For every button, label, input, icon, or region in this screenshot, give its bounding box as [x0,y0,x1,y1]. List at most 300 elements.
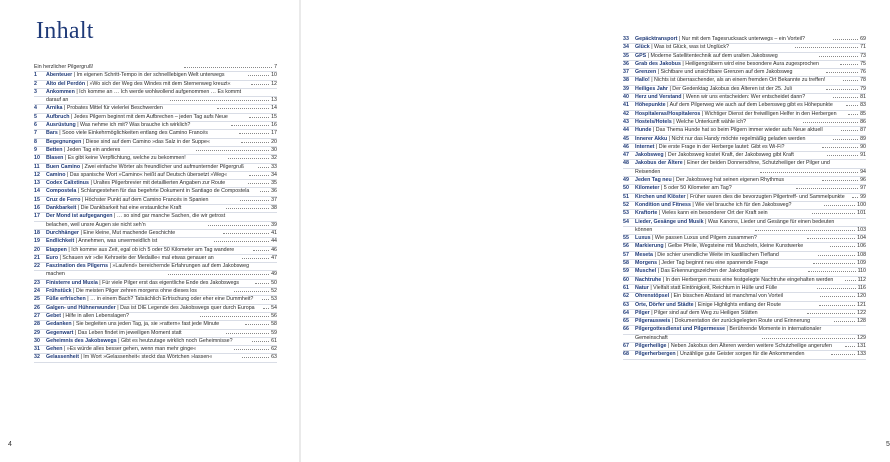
toc-entry [623,119,866,127]
toc-entry-page: 10 [271,72,277,79]
toc-entry-text [635,285,815,292]
toc-leader-dots [845,280,855,281]
toc-entry-text [635,119,801,126]
toc-entry [623,144,866,152]
toc-entry-keyword: Ohrenstöpsel [635,293,670,300]
toc-entry-page: 63 [271,354,278,361]
toc-entry-page: 87 [860,127,867,134]
toc-entry-text [46,338,250,345]
toc-entry-description: | Diese sind auf dem Camino »das Salz in der Suppe« [81,138,210,145]
toc-entry-number: 14 [34,188,40,195]
toc-entry-page: 59 [271,329,278,336]
toc-entry [34,205,277,213]
toc-entry [34,139,277,147]
toc-entry-keyword: Natur [635,284,649,291]
toc-entry-description: | 5 oder 50 Kilometer am Tag? [659,185,732,192]
toc-entry-description: | Vieles kann ein besonderer Ort der Kraft sein [657,210,768,217]
toc-entry-text [623,335,760,342]
toc-entry [34,164,277,172]
toc-entry-keyword: Euro [46,254,59,261]
toc-entry-text [46,72,246,79]
toc-entry-keyword: Codex Calixtinus [46,180,89,187]
toc-entry [34,263,277,271]
toc-entry [623,86,866,94]
toc-entry [623,318,866,326]
toc-entry [34,147,277,155]
toc-entry [623,285,866,293]
toc-entry-text [635,202,822,209]
toc-leader-dots [234,349,270,350]
toc-entry-text [635,343,843,350]
toc-entry-page: 110 [857,268,867,275]
toc-entry-number: 46 [623,143,629,150]
toc-entry-keyword: Pilgerausweis [635,318,671,325]
toc-entry [623,169,866,177]
toc-entry-number: 18 [34,229,40,236]
toc-entry-number: 49 [623,177,629,184]
toc-entry-number: 19 [34,238,40,245]
toc-entry-keyword: Gepäcktransport [635,36,678,42]
toc-entry-page: 103 [857,226,867,233]
toc-entry [34,280,277,288]
toc-entry-description: | Probates Mittel für vielerlei Beschwerden [62,105,163,112]
toc-entry-page: 71 [860,44,867,51]
toc-entry-text [635,268,806,275]
toc-entry-text [635,235,805,242]
toc-entry-page: 129 [857,334,866,341]
toc-entry-keyword: Grenzen [635,69,657,76]
toc-entry-number: 58 [623,260,629,267]
toc-entry-description: | Gelbe Pfeile, Wegsteine mit Muscheln, kleine Kunstwerke [663,243,804,250]
toc-entry-text [46,230,221,237]
toc-entry-number: 43 [623,118,629,125]
toc-entry-description: | Moderne Satellitentechnik auf dem uralten Jakobsweg [646,52,778,59]
toc-entry-description: | Die erste Frage in der Herberge lautet: Gibt es Wi-Fi? [654,143,785,150]
toc-leader-dots [208,225,269,226]
toc-entry-page: 122 [857,309,867,316]
toc-entry-keyword: Füße erfrischen [46,296,86,303]
toc-entry-number: 20 [34,246,40,253]
toc-entry-keyword: Internet [635,143,655,150]
toc-entry-keyword: Kirchen und Klöster [635,193,686,200]
toc-entry-number: 2 [34,80,37,87]
toc-entry-keyword: Gegenwart [46,329,74,336]
toc-entry-text [46,330,224,337]
toc-entry [623,69,866,77]
toc-entry-text [46,205,224,212]
toc-entry-number: 55 [623,235,629,242]
toc-entry-page: 91 [860,152,867,159]
toc-entry-number: 17 [34,213,40,220]
toc-entry-keyword: Lieder, Gesänge und Musik [635,218,704,225]
toc-entry-page: 99 [860,193,866,200]
toc-entry-description: | Welche Unterkunft wähle ich? [671,118,747,125]
toc-entry-description: | Wichtiger Dienst der freiwilligen Helfer in den Herbergen [700,110,837,117]
toc-entry-number: 7 [34,130,37,137]
toc-entry-text [46,81,249,88]
toc-entry-text [46,313,198,320]
toc-entry-page: 76 [860,69,866,76]
toc-entry-number: 13 [34,180,40,187]
toc-entry-text [46,122,229,129]
toc-entry [34,255,277,263]
toc-entry-text [635,102,844,109]
toc-entry-text [46,263,277,270]
toc-entry-text [635,210,810,217]
toc-entry-description: | Was Kanons, Lieder und Gesänge für einen bedeuten [703,218,835,225]
toc-entry-number: 61 [623,284,629,291]
toc-entry-number: 8 [34,138,37,145]
toc-entry-description: können [635,226,653,233]
toc-entry-text [46,238,212,245]
toc-entry-page: 34 [271,171,278,178]
toc-entry [623,293,866,301]
toc-entry [34,114,277,122]
toc-entry-keyword: Kilometer [635,185,660,192]
toc-entry-description: | Nicht nur das Handy möchte regelmäßig geladen werden [667,135,806,142]
toc-list-left [34,64,277,363]
toc-entry-description: | Das spanische Wort »Camino« heißt auf Deutsch übersetzt »Weg« [65,171,228,178]
toc-entry-description: | Ich komme aus Zeit, egal ob ich 5 oder 50 Kilometer am Tag wandere [66,246,235,253]
toc-entry-text [46,255,240,262]
toc-entry-page: 83 [860,102,867,109]
toc-entry-keyword: Geheimnis des Jakobswegs [46,337,117,344]
toc-entry-page: 109 [857,260,866,267]
toc-entry [623,160,866,168]
toc-entry-description: | Für viele Pilger erst das eigentliche Ende des Jakobswegs [97,279,240,286]
toc-entry-keyword: Begegnungen [46,138,82,145]
toc-leader-dots [833,97,858,98]
toc-entry-number: 50 [623,185,629,192]
toc-entry-keyword: Jeden Tag neu [635,177,672,184]
left-page [0,0,299,462]
toc-leader-dots [812,213,855,214]
toc-entry-number: 24 [34,288,40,295]
toc-entry-description: Ein herzlicher Pilgergruß! [34,64,94,70]
toc-entry-number: 29 [34,329,40,336]
toc-entry-text [635,86,824,93]
toc-entry-text [635,277,843,284]
toc-entry-text [46,180,246,187]
toc-entry-description: | Sooo viele Einkehrmöglichkeiten entlang des Camino Francés [57,130,208,137]
toc-entry-description: | Die meisten Pilger zehren morgens ohne dieses los [71,288,197,295]
toc-entry-text [635,77,841,84]
toc-entry-number: 47 [623,152,629,159]
toc-entry-number: 26 [34,304,40,311]
toc-entry [623,335,866,343]
toc-entry-description: | Der Gedenktag Jakobus des Älteren ist der 25. Juli [667,85,792,92]
toc-entry [623,268,866,276]
toc-leader-dots [852,197,858,198]
toc-entry-keyword: Höhepunkte [635,102,666,109]
toc-entry-page: 30 [271,146,277,153]
toc-entry-text [46,213,277,220]
toc-entry-number: 64 [623,309,629,316]
toc-entry-number: 36 [623,60,629,67]
toc-entry-number: 60 [623,276,629,283]
toc-entry-text [46,288,232,295]
toc-entry-keyword: Der Mond ist aufgegangen [46,213,113,220]
toc-entry-page: 41 [271,229,277,236]
toc-entry-number: 59 [623,268,629,275]
toc-entry-text [635,44,793,51]
toc-entry-page: 14 [271,105,278,112]
toc-leader-dots [813,263,855,264]
toc-leader-dots [795,47,859,48]
toc-leader-dots [226,333,269,334]
toc-entry [623,343,866,351]
toc-entry [623,227,866,235]
toc-entry-keyword: Buen Camino [46,163,81,170]
toc-entry-keyword: Faszination des Pilgerns [46,263,109,270]
toc-entry [34,321,277,329]
toc-leader-dots [824,205,855,206]
toc-entry-keyword: Jakobus der Ältere [635,160,683,167]
toc-entry-keyword: Hunde [635,127,652,134]
toc-entry-description: | Der Jakobsweg kostet Kraft, der Jakobsweg gibt Kraft [663,152,794,159]
toc-entry-page: 36 [271,188,277,195]
toc-entry-text [635,136,831,143]
toc-leader-dots [841,130,858,131]
toc-entry-keyword: Cruz de Ferro [46,196,81,203]
toc-entry-page: 38 [271,205,277,212]
toc-leader-dots [262,299,269,300]
toc-entry-page: 56 [271,312,278,319]
toc-entry-text [635,160,866,167]
toc-entry-number: 15 [34,196,40,203]
toc-leader-dots [245,324,269,325]
toc-entry-page: 16 [271,122,278,129]
toc-entry-description: Gemeinschaft [635,334,668,341]
toc-entry-page: 73 [860,52,866,59]
toc-entry-text [46,89,277,96]
toc-entry-text [46,114,247,121]
toc-entry-page: 75 [860,60,867,67]
toc-leader-dots [846,105,858,106]
toc-entry-number: 42 [623,110,629,117]
toc-entry-keyword: Durchhänger [46,229,79,236]
toc-entry [34,155,277,163]
toc-entry-description: | Jeden Tag ein anderes [62,146,121,153]
toc-entry [623,44,866,52]
toc-entry-text [46,197,238,204]
toc-leader-dots [200,316,269,317]
toc-entry [623,326,866,334]
toc-entry-number: 33 [623,36,629,42]
toc-entry-text [46,296,260,303]
toc-entry [34,230,277,238]
toc-entry-keyword: Frühstück [46,288,72,295]
toc-entry-description: | Hilfe in allen Lebenslagen? [61,312,129,319]
toc-entry-number: 3 [34,88,37,95]
toc-leader-dots [249,175,269,176]
toc-leader-dots [253,250,269,251]
toc-entry-page: 79 [860,85,866,92]
toc-entry-page: 33 [271,163,277,170]
toc-entry-description: | Das Erkennungszeichen der Jakobspilger [656,268,759,275]
toc-entry-text [635,243,828,250]
toc-entry [34,222,277,230]
toc-leader-dots [843,80,858,81]
toc-entry-number: 25 [34,296,40,303]
toc-entry-description: | Pilger sind auf dem Weg zu Heiligen Stätten [649,309,758,316]
toc-entry-number: 12 [34,171,40,178]
toc-entry-description: | Jedes Pilgern beginnt mit dem Aufbrechen – jeden Tag aufs Neue [69,113,228,120]
toc-entry-description: machen [46,271,65,278]
toc-entry [34,247,277,255]
toc-entry-page: 54 [271,304,278,311]
toc-leader-dots [826,72,858,73]
toc-leader-dots [822,180,858,181]
toc-entry-description: | Wie passen Luxus und Pilgern zusammen? [650,235,757,242]
toc-leader-dots [217,108,269,109]
toc-entry [34,180,277,188]
toc-entry-number: 30 [34,337,40,344]
toc-entry-number: 31 [34,346,40,353]
toc-leader-dots [830,246,855,247]
toc-entry-description: Reisenden [635,168,661,175]
toc-leader-dots [755,230,855,231]
toc-entry-keyword: Ankommen [46,88,75,95]
toc-entry-description: | Schauen wir »die Kehrseite der Medaille« mal etwas genauer an [58,254,214,261]
toc-entry [623,277,866,285]
toc-entry-keyword: Aufbruch [46,113,70,120]
toc-entry [34,238,277,246]
toc-entry-text [623,227,753,234]
toc-entry-text [46,321,243,328]
toc-entry-page: 7 [274,64,278,70]
toc-entry-keyword: Hospitaleras/Hospitaleros [635,110,701,117]
toc-entry-keyword: Alto del Perdón [46,80,86,87]
toc-leader-dots [252,341,269,342]
toc-entry-page: 120 [857,293,867,300]
toc-entry-description: | Gibt es heutzutage wirklich noch Geheimnisse? [116,337,233,344]
toc-leader-dots [239,133,269,134]
toc-entry-description: | Jeder Tag beginnt neu eine spannende Frage [657,260,769,267]
toc-entry-keyword: Heiliges Jahr [635,85,668,92]
toc-entry [34,213,277,221]
toc-entry-page: 46 [271,246,277,253]
toc-entry-text [635,53,817,60]
toc-entry-description: | Zwei einfache Wörter als freundlicher und aufmunternder Pilgergruß [80,163,245,170]
toc-entry-number: 53 [623,210,629,217]
toc-entry-keyword: Ausrüstung [46,122,76,129]
toc-entry-text [635,252,816,259]
toc-entry-page: 62 [271,346,278,353]
toc-leader-dots [242,357,269,358]
toc-leader-dots [848,114,858,115]
toc-entry-description: | Eine kleine, Mut machende Geschichte [78,229,176,236]
toc-entry-number: 5 [34,113,37,120]
toc-entry-text [635,144,820,151]
toc-entry-keyword: Dankbarkeit [46,205,77,212]
toc-entry-keyword: Nachtruhe [635,276,662,283]
toc-leader-dots [803,122,858,123]
toc-entry [34,354,277,362]
toc-entry-page: 13 [271,97,278,104]
toc-entry-description: | Das Thema Hunde hat so beim Pilgern immer wieder aufs Neue aktuell [651,127,823,134]
toc-entry-page: 49 [271,271,278,278]
toc-entry-description: | Sichtbare und unsichtbare Grenzen auf dem Jakobsweg [656,69,793,76]
toc-entry-number: 34 [623,44,629,51]
toc-entry-number: 38 [623,77,629,84]
toc-leader-dots [226,208,269,209]
toc-entry-text [635,61,838,68]
toc-entry-description: belachen, weil unsre Augen sie nicht seh'n [46,221,146,228]
toc-entry-description: | Wenn wir uns entscheiden: Wer entscheidet dann? [681,94,806,101]
toc-entry-text [635,194,850,201]
toc-leader-dots [833,139,858,140]
toc-entry-text [46,164,256,171]
toc-entry-keyword: Compostela [46,188,77,195]
toc-entry-text [34,271,166,278]
toc-entry-text [34,64,182,71]
toc-leader-dots [263,308,269,309]
toc-entry [34,105,277,113]
toc-entry-number: 23 [34,279,40,286]
toc-entry-number: 41 [623,102,629,109]
toc-entry [623,194,866,202]
toc-entry-number: 39 [623,85,629,92]
toc-entry-number: 44 [623,127,629,134]
toc-entry-text [635,293,818,300]
toc-entry-number: 1 [34,72,37,79]
toc-entry-keyword: Kraftorte [635,210,658,217]
toc-entry-page: 121 [857,301,866,308]
toc-entry-description: | Höchster Punkt auf dem Camino Francés in Spanien [80,196,209,203]
toc-leader-dots [827,155,858,156]
toc-entry [34,89,277,97]
toc-leader-dots [820,296,855,297]
toc-entry-text [635,351,829,358]
toc-entry [623,53,866,61]
toc-entry-number: 9 [34,146,37,153]
toc-entry-keyword: Luxus [635,235,651,242]
toc-entry-description: | Das Leben findet im jeweiligen Moment statt [73,329,182,336]
toc-entry-keyword: Gedanken [46,321,72,328]
toc-entry-page: 78 [860,77,867,84]
toc-entry [623,111,866,119]
toc-entry-number: 32 [34,354,40,361]
toc-leader-dots [251,84,269,85]
toc-leader-dots [807,313,855,314]
toc-entry-keyword: Arnika [46,105,63,112]
toc-entry-number: 57 [623,251,629,258]
toc-leader-dots [796,188,858,189]
toc-entry-text [635,326,866,333]
toc-entry-number: 11 [34,163,40,170]
toc-entry-keyword: Finisterre und Muxía [46,279,98,286]
toc-entry-description: | Das ist DIE Legende des Jakobswegs quer durch Europa [115,304,255,311]
toc-entry-keyword: Muschel [635,268,657,275]
toc-entry-text [46,172,247,179]
toc-entry-keyword: Hostels/Hotels [635,118,672,125]
toc-entry-text [46,346,232,353]
toc-entry [34,197,277,205]
toc-entry-keyword: Etappen [46,246,67,253]
toc-entry-text [635,177,820,184]
toc-entry [34,172,277,180]
toc-entry-page: 69 [860,36,866,42]
toc-entry-page: 32 [271,155,278,162]
toc-entry-number: 37 [623,69,629,76]
toc-leader-dots [241,142,270,143]
toc-entry-number: 10 [34,155,40,162]
toc-entry-number: 54 [623,218,629,225]
toc-entry-number: 62 [623,293,629,300]
toc-entry-number: 56 [623,243,629,250]
toc-entry-text [635,69,824,76]
